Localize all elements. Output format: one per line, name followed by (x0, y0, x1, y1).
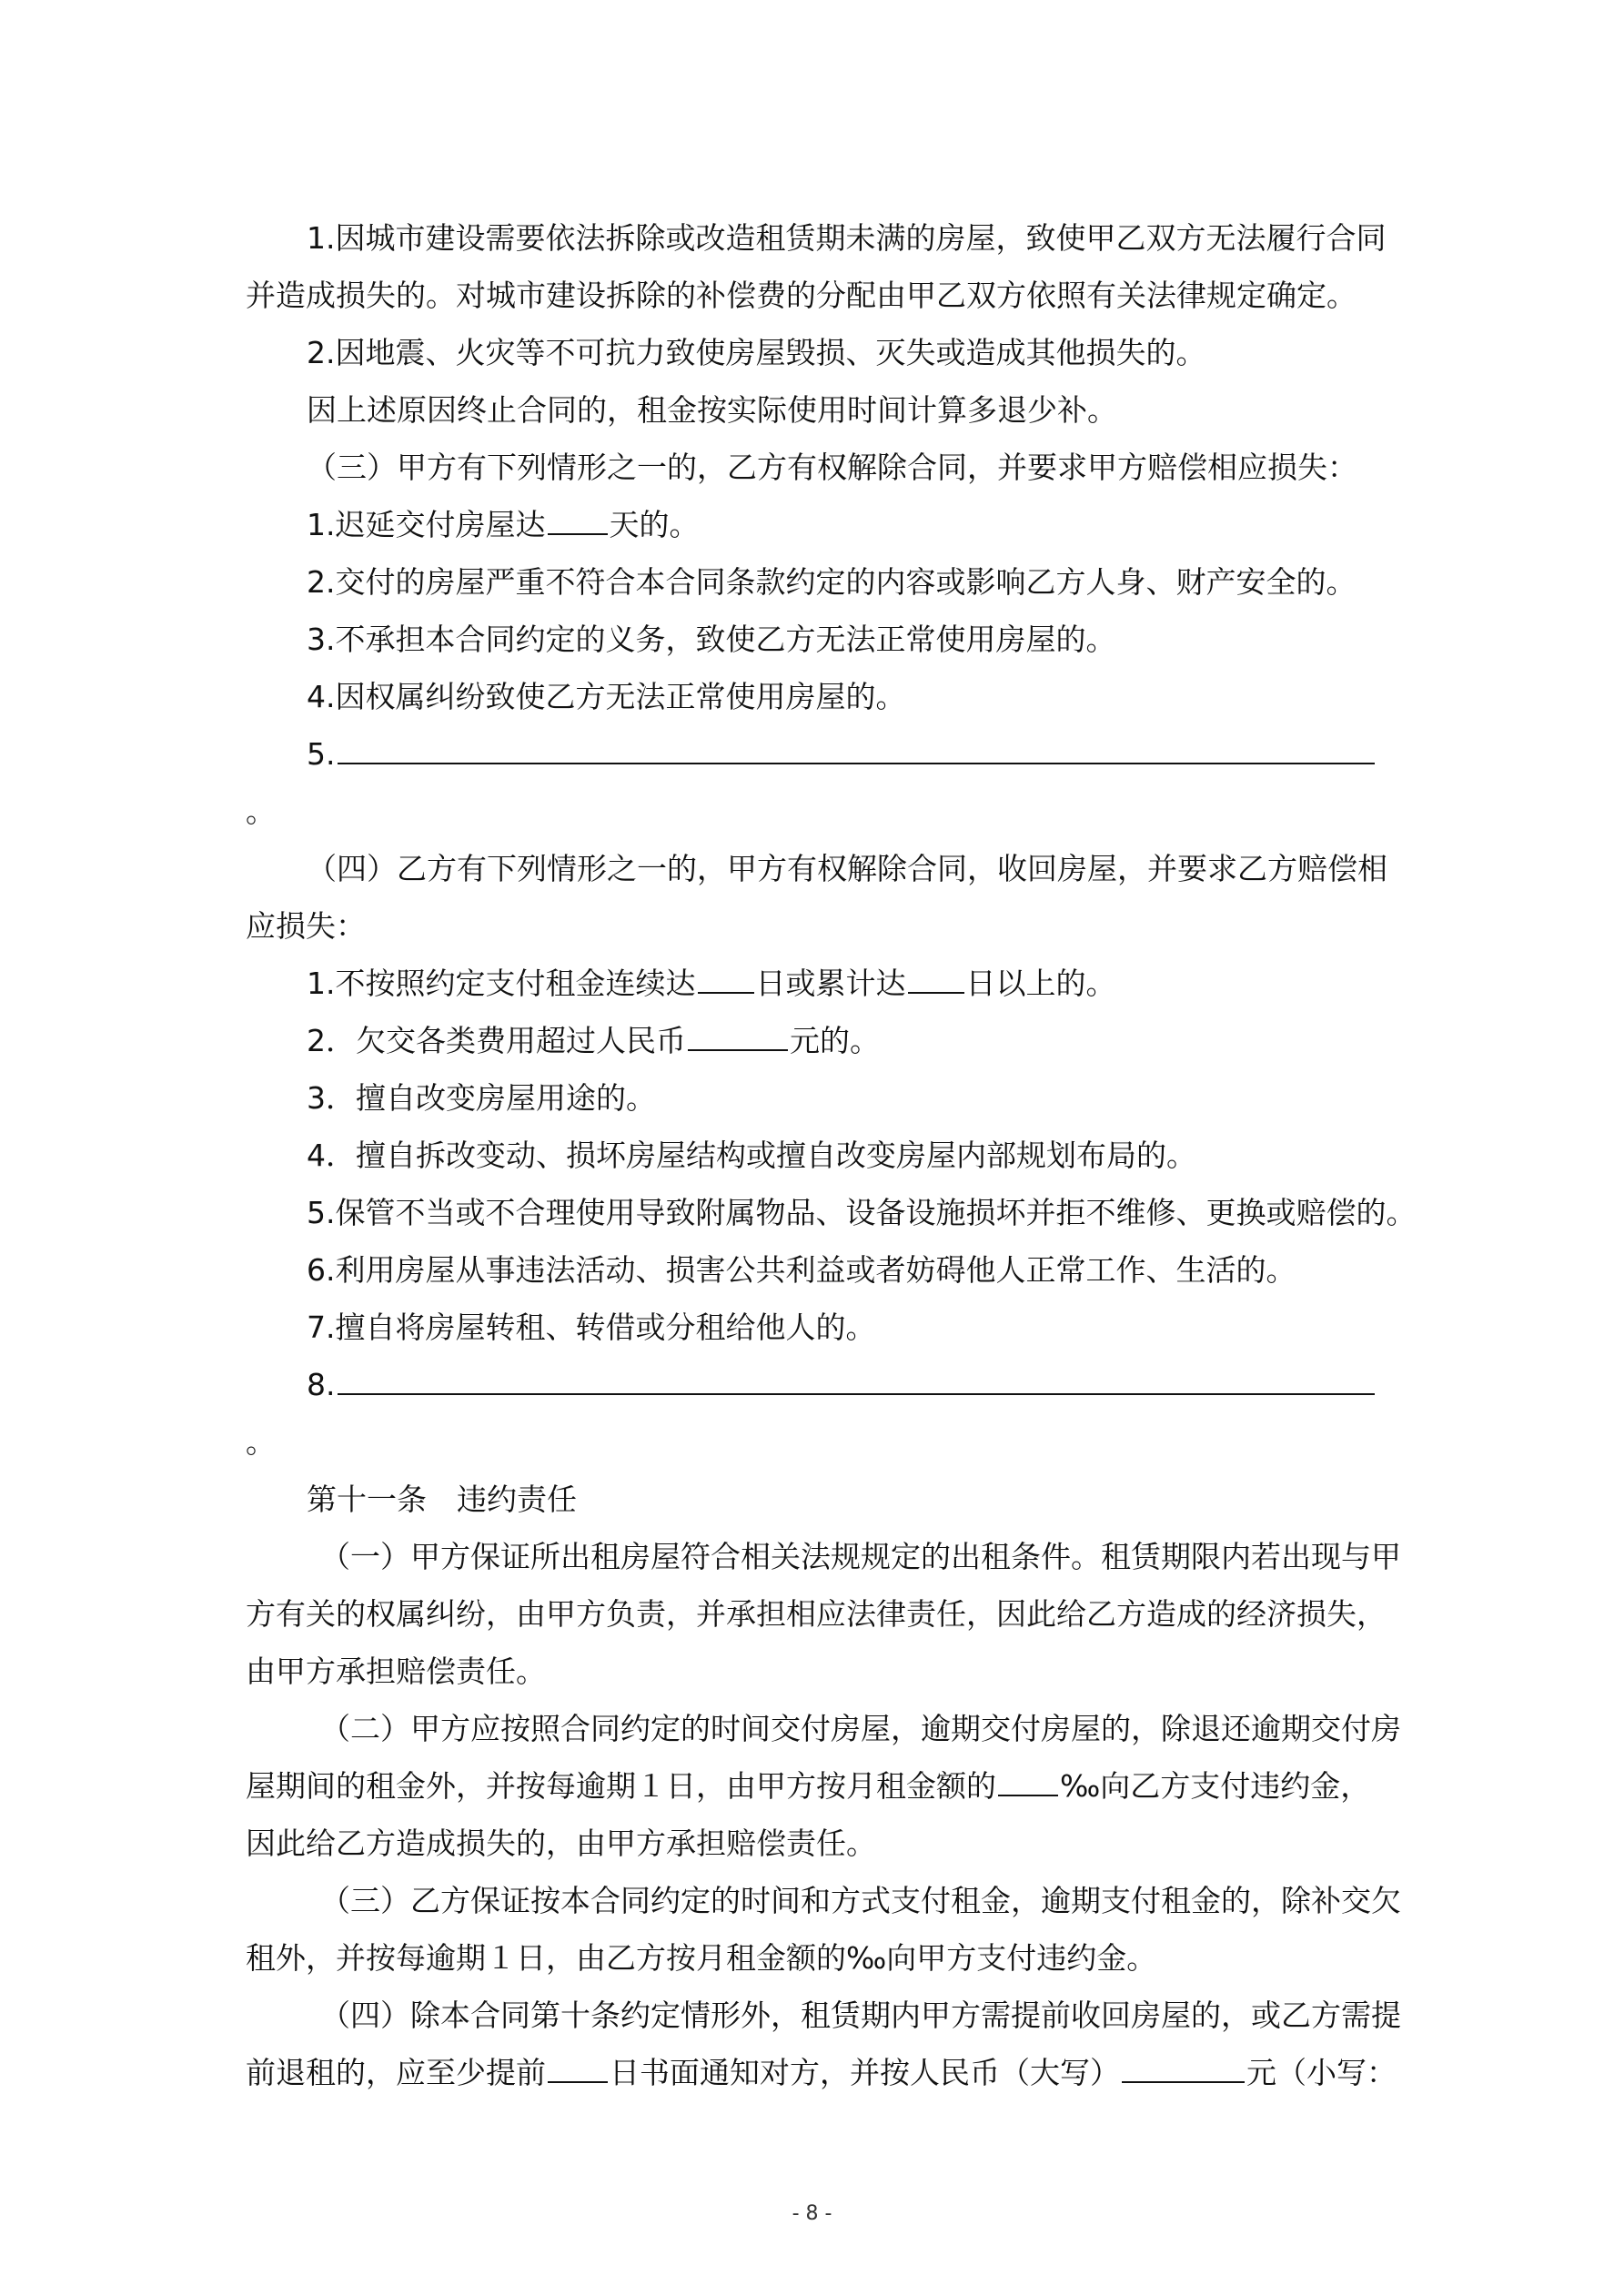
fill-in-blank[interactable] (548, 2054, 608, 2083)
text-segment: 2．欠交各类费用超过人民币 (307, 1023, 686, 1058)
paragraph-line: 5.保管不当或不合理使用导致附属物品、设备设施损坏并拒不维修、更换或赔偿的。 (307, 1195, 1417, 1230)
paragraph-line (246, 955, 1383, 1012)
text-segment: 元（小写： (1246, 2055, 1397, 2090)
paragraph-line: （一）甲方保证所出租房屋符合相关法规规定的出租条件。租赁期限内若出现与甲 (320, 1539, 1401, 1574)
paragraph-line: 3.不承担本合同约定的义务，致使乙方无法正常使用房屋的。 (307, 622, 1116, 657)
paragraph-line: 2.因地震、火灾等不可抗力致使房屋毁损、灭失或造成其他损失的。 (307, 335, 1206, 370)
text-segment: 1.迟延交付房屋达 (307, 507, 546, 542)
paragraph-line: 因此给乙方造成损失的，由甲方承担赔偿责任。 (246, 1826, 876, 1861)
paragraph-line: 租外，并按每逾期１日，由乙方按月租金额的‰向甲方支付违约金。 (246, 1940, 1157, 1976)
paragraph-line (246, 1356, 1383, 1413)
paragraph-line (246, 496, 1383, 553)
text-segment: 日以上的。 (965, 966, 1116, 1001)
text-segment: 前退租的，应至少提前 (246, 2055, 546, 2090)
paragraph-line: 。 (246, 1424, 276, 1460)
paragraph-line: 并造成损失的。对城市建设拆除的补偿费的分配由甲乙双方依照有关法律规定确定。 (246, 278, 1357, 313)
paragraph-line (246, 1012, 1383, 1069)
paragraph-line: 2.交付的房屋严重不符合本合同条款约定的内容或影响乙方人身、财产安全的。 (307, 564, 1357, 600)
contract-page-body (246, 209, 1417, 2101)
text-segment: 日或累计达 (755, 966, 906, 1001)
paragraph-line: 因上述原因终止合同的，租金按实际使用时间计算多退少补。 (307, 392, 1117, 428)
fill-in-blank[interactable] (338, 735, 1375, 764)
page-number: - 8 - (792, 2202, 832, 2225)
paragraph-line: 6.利用房屋从事违法活动、损害公共利益或者妨碍他人正常工作、生活的。 (307, 1252, 1296, 1288)
fill-in-blank[interactable] (338, 1366, 1375, 1395)
fill-in-blank[interactable] (1122, 2054, 1245, 2083)
paragraph-line: （四）除本合同第十条约定情形外，租赁期内甲方需提前收回房屋的，或乙方需提 (320, 1998, 1401, 2033)
paragraph-line: （二）甲方应按照合同约定的时间交付房屋，逾期交付房屋的，除退还逾期交付房 (320, 1711, 1401, 1746)
paragraph-line: （三）乙方保证按本合同约定的时间和方式支付租金，逾期支付租金的，除补交欠 (320, 1883, 1401, 1918)
paragraph-line: 。 (246, 794, 276, 829)
text-segment: 8. (307, 1367, 336, 1402)
text-segment: 元的。 (790, 1023, 880, 1058)
paragraph-line: 方有关的权属纠纷，由甲方负责，并承担相应法律责任，因此给乙方造成的经济损失， (246, 1596, 1387, 1632)
article-eleven-title: 第十一条 违约责任 (307, 1482, 577, 1517)
text-segment: 天的。 (609, 507, 700, 542)
fill-in-blank[interactable] (548, 506, 608, 535)
paragraph-line: 4．擅自拆改变动、损坏房屋结构或擅自改变房屋内部规划布局的。 (307, 1138, 1196, 1173)
text-segment: 屋期间的租金外，并按每逾期１日，由甲方按月租金额的 (246, 1768, 996, 1804)
fill-in-blank[interactable] (688, 1022, 788, 1051)
section-four-heading: （四）乙方有下列情形之一的，甲方有权解除合同，收回房屋，并要求乙方赔偿相 (307, 851, 1387, 886)
paragraph-line: 7.擅自将房屋转租、转借或分租给他人的。 (307, 1310, 876, 1345)
text-segment: 1.不按照约定支付租金连续达 (307, 966, 696, 1001)
text-segment: ‰向乙方支付违约金， (1060, 1768, 1371, 1804)
section-three-heading: （三）甲方有下列情形之一的，乙方有权解除合同，并要求甲方赔偿相应损失： (307, 450, 1357, 485)
text-segment: 日书面通知对方，并按人民币（大写） (610, 2055, 1120, 2090)
paragraph-line (246, 725, 1383, 783)
paragraph-line (246, 1757, 1383, 1815)
fill-in-blank[interactable] (698, 965, 754, 994)
text-segment: 5. (307, 736, 336, 772)
paragraph-line: 4.因权属纠纷致使乙方无法正常使用房屋的。 (307, 679, 906, 714)
fill-in-blank[interactable] (998, 1767, 1058, 1796)
paragraph-line: 应损失： (246, 908, 366, 944)
paragraph-line: 由甲方承担赔偿责任。 (246, 1654, 546, 1689)
paragraph-line: 3．擅自改变房屋用途的。 (307, 1080, 656, 1116)
fill-in-blank[interactable] (908, 965, 964, 994)
paragraph-line (246, 2044, 1397, 2101)
paragraph-line: 1.因城市建设需要依法拆除或改造租赁期未满的房屋，致使甲乙双方无法履行合同 (307, 220, 1387, 256)
